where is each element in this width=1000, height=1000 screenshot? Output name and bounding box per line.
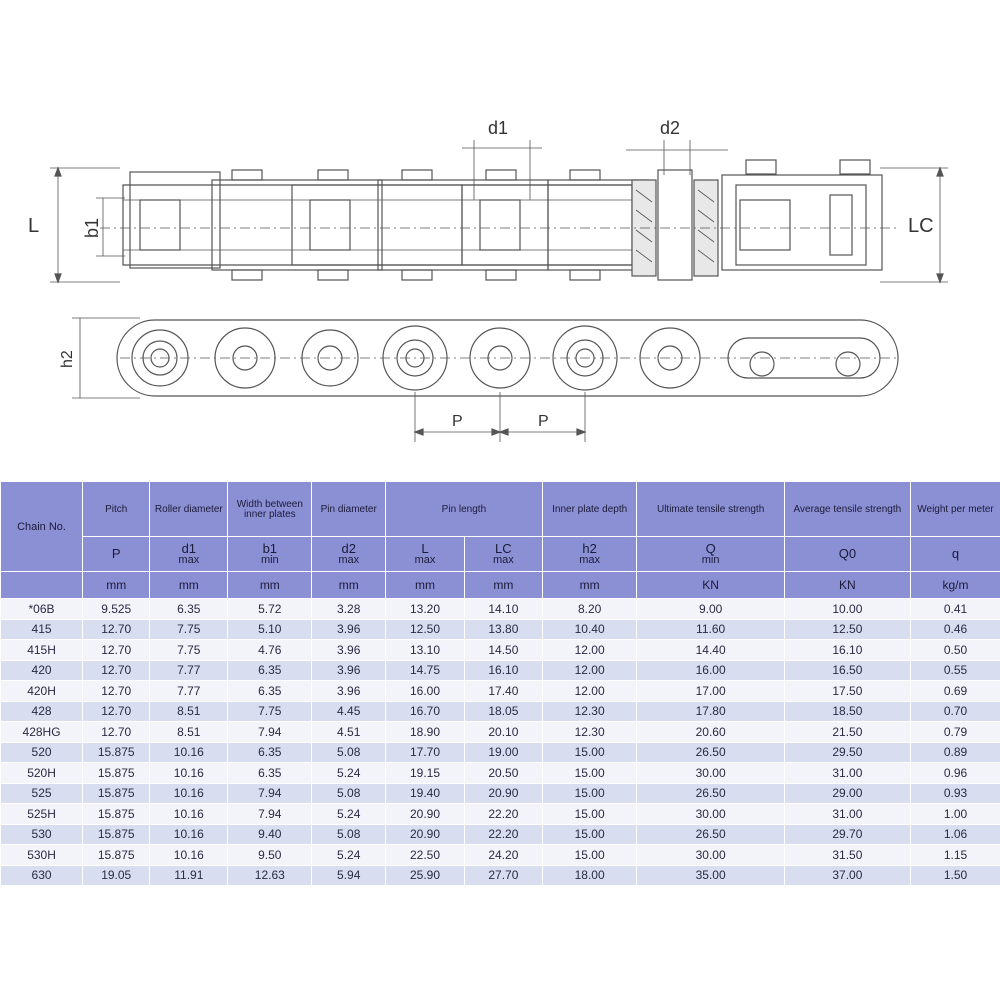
table-cell: 3.96: [312, 681, 386, 702]
table-cell: 14.75: [386, 660, 465, 681]
table-cell: 10.16: [150, 824, 228, 845]
inner-plate-depth-unit: mm: [542, 572, 637, 599]
pin-diameter-symbol: d2 max: [312, 537, 386, 572]
table-cell: 16.00: [637, 660, 784, 681]
table-cell: 12.00: [542, 640, 637, 661]
table-cell: 15.875: [83, 783, 150, 804]
table-cell: 10.16: [150, 783, 228, 804]
table-cell: 11.60: [637, 619, 784, 640]
table-cell: 12.00: [542, 681, 637, 702]
pitch-symbol: P: [83, 537, 150, 572]
table-cell: 27.70: [464, 865, 542, 886]
table-cell: 29.50: [784, 742, 910, 763]
table-cell: 17.70: [386, 742, 465, 763]
table-cell: 12.30: [542, 701, 637, 722]
table-row: [1, 640, 1000, 661]
table-cell: 12.70: [83, 722, 150, 743]
table-cell: 15.875: [83, 845, 150, 866]
table-cell: 0.46: [911, 619, 1000, 640]
table-cell: 26.50: [637, 824, 784, 845]
chain-no-cell: 415H: [1, 640, 83, 661]
table-cell: 20.60: [637, 722, 784, 743]
table-row: [1, 865, 1000, 886]
table-cell: 5.94: [312, 865, 386, 886]
table-cell: 15.00: [542, 824, 637, 845]
table-cell: 16.50: [784, 660, 910, 681]
chain-no-cell: 428HG: [1, 722, 83, 743]
weight-unit: kg/m: [911, 572, 1000, 599]
table-cell: 14.40: [637, 640, 784, 661]
pin-diameter-unit: mm: [312, 572, 386, 599]
spec-table-body: [1, 599, 1000, 886]
table-cell: 1.06: [911, 824, 1000, 845]
table-cell: 0.96: [911, 763, 1000, 784]
table-cell: 24.20: [464, 845, 542, 866]
table-cell: 15.875: [83, 824, 150, 845]
table-cell: 16.70: [386, 701, 465, 722]
pin-length-L-symbol: L max: [386, 537, 465, 572]
table-cell: 14.10: [464, 599, 542, 620]
table-cell: 7.75: [228, 701, 312, 722]
table-cell: 12.50: [386, 619, 465, 640]
table-cell: 0.55: [911, 660, 1000, 681]
table-cell: 20.90: [386, 804, 465, 825]
ultimate-tensile-unit: KN: [637, 572, 784, 599]
table-cell: 10.16: [150, 845, 228, 866]
pin-length-LC-symbol: LC max: [464, 537, 542, 572]
ultimate-tensile-header: Ultimate tensile strength: [637, 482, 784, 537]
table-row: [1, 763, 1000, 784]
chain-no-cell: 520: [1, 742, 83, 763]
d1-label: d1: [488, 118, 509, 138]
h2-label: h2: [59, 350, 76, 368]
table-cell: 19.40: [386, 783, 465, 804]
table-cell: 30.00: [637, 763, 784, 784]
table-cell: 4.45: [312, 701, 386, 722]
table-cell: 31.00: [784, 804, 910, 825]
pin-length-LC-unit: mm: [464, 572, 542, 599]
table-cell: 10.40: [542, 619, 637, 640]
table-cell: 6.35: [150, 599, 228, 620]
table-cell: 5.24: [312, 804, 386, 825]
inner-plate-depth-symbol: h2 max: [542, 537, 637, 572]
table-cell: 15.00: [542, 783, 637, 804]
table-cell: 8.51: [150, 722, 228, 743]
table-cell: 5.08: [312, 742, 386, 763]
chain-no-cell: 428: [1, 701, 83, 722]
table-cell: 5.08: [312, 783, 386, 804]
table-cell: 19.00: [464, 742, 542, 763]
table-cell: 25.90: [386, 865, 465, 886]
table-cell: 9.40: [228, 824, 312, 845]
table-cell: 20.90: [464, 783, 542, 804]
table-cell: 18.90: [386, 722, 465, 743]
table-row: [1, 599, 1000, 620]
table-row: [1, 701, 1000, 722]
table-cell: 29.70: [784, 824, 910, 845]
chain-no-cell: 415: [1, 619, 83, 640]
table-cell: 20.10: [464, 722, 542, 743]
table-cell: 12.70: [83, 701, 150, 722]
table-cell: 5.24: [312, 845, 386, 866]
inner-width-header: Width between inner plates: [228, 482, 312, 537]
table-cell: 20.50: [464, 763, 542, 784]
table-cell: 7.77: [150, 660, 228, 681]
table-cell: 8.51: [150, 701, 228, 722]
table-cell: 29.00: [784, 783, 910, 804]
header-titles-row: [1, 482, 1000, 537]
table-cell: 10.16: [150, 763, 228, 784]
table-row: [1, 783, 1000, 804]
L-label: L: [28, 215, 40, 237]
table-row: [1, 722, 1000, 743]
weight-symbol: q: [911, 537, 1000, 572]
table-cell: 0.50: [911, 640, 1000, 661]
table-cell: 12.70: [83, 619, 150, 640]
table-cell: 7.94: [228, 783, 312, 804]
table-cell: 10.00: [784, 599, 910, 620]
table-cell: 30.00: [637, 804, 784, 825]
table-cell: 6.35: [228, 660, 312, 681]
table-cell: 13.20: [386, 599, 465, 620]
table-cell: 26.50: [637, 742, 784, 763]
pitch-label-1: P: [452, 413, 463, 430]
table-cell: 22.50: [386, 845, 465, 866]
header-symbols-row: [1, 537, 1000, 572]
table-cell: 20.90: [386, 824, 465, 845]
table-row: [1, 681, 1000, 702]
inner-width-unit: mm: [228, 572, 312, 599]
chain-no-cell: 420H: [1, 681, 83, 702]
table-cell: 17.40: [464, 681, 542, 702]
chain-no-cell: 630: [1, 865, 83, 886]
average-tensile-unit: KN: [784, 572, 910, 599]
table-cell: 11.91: [150, 865, 228, 886]
table-cell: 7.75: [150, 640, 228, 661]
table-cell: 5.72: [228, 599, 312, 620]
weight-header: Weight per meter: [911, 482, 1000, 537]
table-cell: 16.10: [784, 640, 910, 661]
table-cell: 12.70: [83, 681, 150, 702]
b1-label: b1: [82, 217, 102, 238]
table-cell: 15.00: [542, 763, 637, 784]
table-cell: 0.69: [911, 681, 1000, 702]
table-cell: 30.00: [637, 845, 784, 866]
table-cell: 14.50: [464, 640, 542, 661]
table-cell: 18.00: [542, 865, 637, 886]
table-cell: 22.20: [464, 824, 542, 845]
table-cell: 12.70: [83, 640, 150, 661]
pitch-unit: mm: [83, 572, 150, 599]
table-cell: 9.00: [637, 599, 784, 620]
table-cell: 9.50: [228, 845, 312, 866]
table-cell: 7.75: [150, 619, 228, 640]
table-cell: 4.51: [312, 722, 386, 743]
table-cell: 12.30: [542, 722, 637, 743]
table-cell: 1.50: [911, 865, 1000, 886]
table-cell: 17.00: [637, 681, 784, 702]
table-cell: 1.00: [911, 804, 1000, 825]
table-row: [1, 804, 1000, 825]
table-cell: 18.05: [464, 701, 542, 722]
table-cell: 15.875: [83, 742, 150, 763]
table-cell: 6.35: [228, 742, 312, 763]
table-cell: 15.00: [542, 845, 637, 866]
table-cell: 0.93: [911, 783, 1000, 804]
table-cell: 0.89: [911, 742, 1000, 763]
table-cell: 5.24: [312, 763, 386, 784]
table-row: [1, 845, 1000, 866]
table-cell: 0.70: [911, 701, 1000, 722]
ultimate-tensile-symbol: Q min: [637, 537, 784, 572]
pin-diameter-header: Pin diameter: [312, 482, 386, 537]
table-cell: 12.63: [228, 865, 312, 886]
table-cell: 19.15: [386, 763, 465, 784]
table-cell: 35.00: [637, 865, 784, 886]
average-tensile-header: Average tensile strength: [784, 482, 910, 537]
chain-spec-table: [0, 482, 1000, 886]
table-cell: 3.28: [312, 599, 386, 620]
table-cell: 0.41: [911, 599, 1000, 620]
header-units-row: [1, 572, 1000, 599]
table-cell: 16.10: [464, 660, 542, 681]
chain-unit-blank: [1, 572, 83, 599]
chain-no-cell: 525: [1, 783, 83, 804]
table-cell: 12.00: [542, 660, 637, 681]
table-cell: 3.96: [312, 640, 386, 661]
table-cell: 19.05: [83, 865, 150, 886]
table-cell: 13.10: [386, 640, 465, 661]
table-cell: 7.77: [150, 681, 228, 702]
table-cell: 12.50: [784, 619, 910, 640]
table-cell: 3.96: [312, 619, 386, 640]
table-cell: 5.10: [228, 619, 312, 640]
table-cell: 31.50: [784, 845, 910, 866]
table-cell: 5.08: [312, 824, 386, 845]
inner-plate-depth-header: Inner plate depth: [542, 482, 637, 537]
table-cell: 15.875: [83, 804, 150, 825]
table-row: [1, 824, 1000, 845]
table-cell: 3.96: [312, 660, 386, 681]
table-cell: 26.50: [637, 783, 784, 804]
table-cell: 7.94: [228, 722, 312, 743]
chain-no-cell: 520H: [1, 763, 83, 784]
chain-no-cell: 525H: [1, 804, 83, 825]
table-cell: 8.20: [542, 599, 637, 620]
table-cell: 18.50: [784, 701, 910, 722]
average-tensile-symbol: Q0: [784, 537, 910, 572]
table-cell: 7.94: [228, 804, 312, 825]
table-cell: 15.00: [542, 742, 637, 763]
table-row: [1, 660, 1000, 681]
table-cell: 22.20: [464, 804, 542, 825]
table-cell: 17.50: [784, 681, 910, 702]
roller-diameter-symbol: d1 max: [150, 537, 228, 572]
table-row: [1, 742, 1000, 763]
pitch-label-2: P: [538, 413, 549, 430]
table-cell: 0.79: [911, 722, 1000, 743]
pin-length-L-unit: mm: [386, 572, 465, 599]
table-cell: 37.00: [784, 865, 910, 886]
roller-diameter-header: Roller diameter: [150, 482, 228, 537]
table-cell: 13.80: [464, 619, 542, 640]
LC-label: LC: [908, 215, 934, 237]
table-cell: 15.00: [542, 804, 637, 825]
chain-no-cell: 530H: [1, 845, 83, 866]
table-cell: 10.16: [150, 742, 228, 763]
inner-width-symbol: b1 min: [228, 537, 312, 572]
table-cell: 9.525: [83, 599, 150, 620]
pitch-header: Pitch: [83, 482, 150, 537]
table-cell: 6.35: [228, 681, 312, 702]
table-cell: 17.80: [637, 701, 784, 722]
table-cell: 15.875: [83, 763, 150, 784]
chain-no-header: Chain No.: [1, 482, 83, 572]
chain-no-cell: 530: [1, 824, 83, 845]
chain-technical-drawing: [0, 0, 1000, 470]
roller-diameter-unit: mm: [150, 572, 228, 599]
table-cell: 16.00: [386, 681, 465, 702]
table-cell: 6.35: [228, 763, 312, 784]
table-cell: 21.50: [784, 722, 910, 743]
table-row: [1, 619, 1000, 640]
pin-length-header: Pin length: [386, 482, 543, 537]
table-cell: 10.16: [150, 804, 228, 825]
chain-no-cell: *06B: [1, 599, 83, 620]
table-cell: 1.15: [911, 845, 1000, 866]
table-cell: 4.76: [228, 640, 312, 661]
chain-no-cell: 420: [1, 660, 83, 681]
table-cell: 12.70: [83, 660, 150, 681]
table-cell: 31.00: [784, 763, 910, 784]
d2-label: d2: [660, 118, 681, 138]
